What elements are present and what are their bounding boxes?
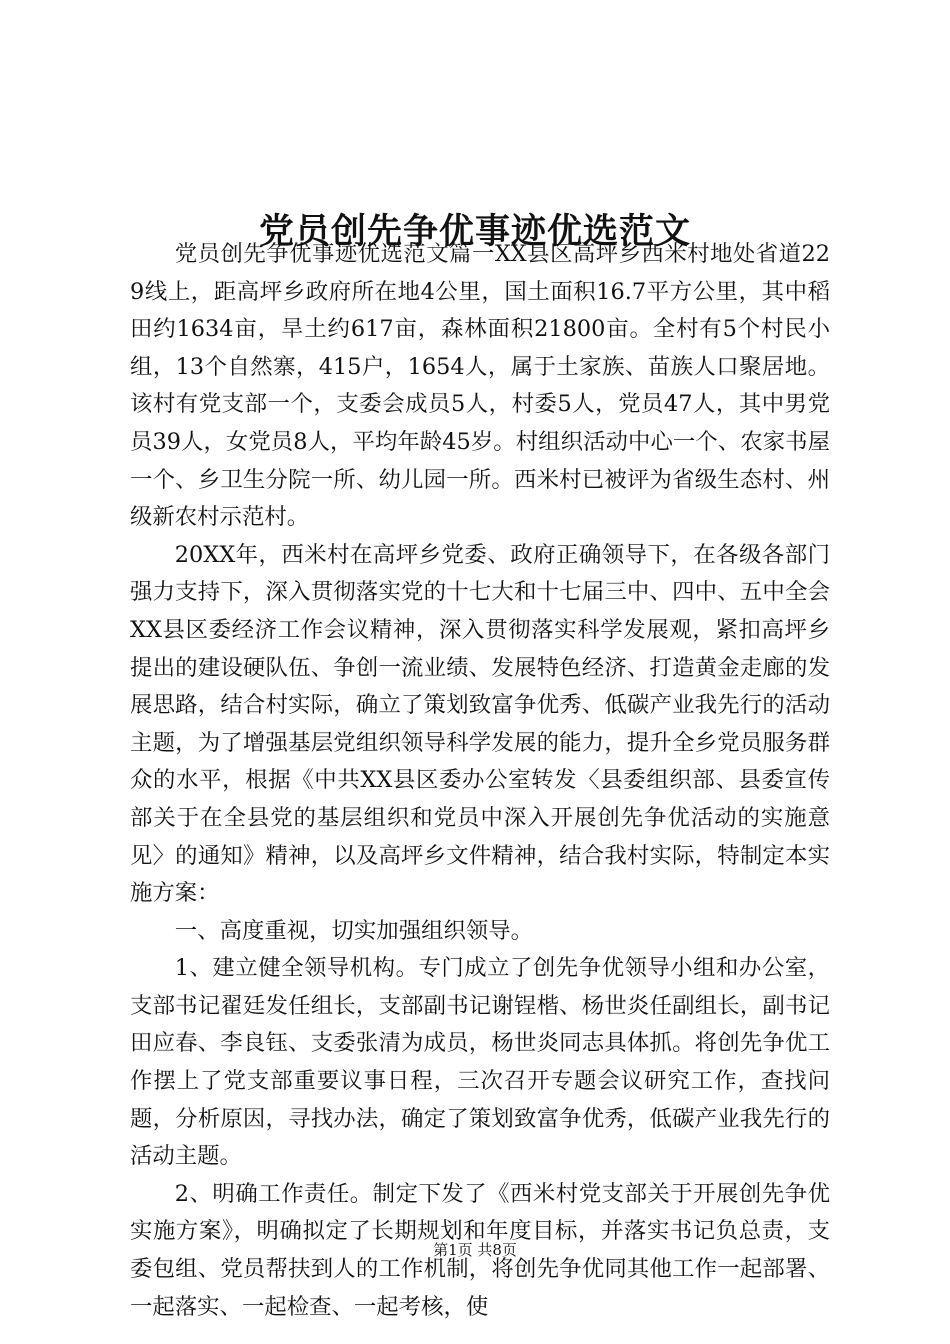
paragraph-item-2: 2、明确工作责任。制定下发了《西米村党支部关于开展创先争优实施方案》，明确拟定了长期规划和年度目标，并落实书记负总责，支委包组、党员帮扶到人的工作机制，将创先争优同其他工作一起部署、一起落实、一起检查、一起考核，使 [130, 1180, 830, 1320]
section-heading-1: 一、高度重视，切实加强组织领导。 [174, 917, 534, 944]
document-body [130, 236, 830, 1326]
paragraph-intro: 党员创先争优事迹优选范文篇一XX县区高坪乡西米村地处省道229线上，距高坪乡政府所在地4公里，国土面积16.7平方公里，其中稻田约1634亩，旱土约617亩，森林面积21800亩。全村有5个村民小组，13个自然寨，415户，1654人，属于土家族、苗族人口聚居地。该村有党支部一个，支委会成员5人，村委5人，党员47人，其中男党员39人，女党员8人，平均年龄45岁。村组织活动中心一个、农家书屋一个、乡卫生分院一所、幼儿园一所。西米村已被评为省级生态村、州级新农村示范村。 [130, 241, 830, 531]
paragraph-item-1: 1、建立健全领导机构。专门成立了创先争优领导小组和办公室，支部书记翟廷发任组长，支部副书记谢锃楷、杨世炎任副组长，副书记田应春、李良钰、支委张清为成员，杨世炎同志具体抓。将创先争优工作摆上了党支部重要议事日程，三次召开专题会议研究工作，查找问题，分析原因，寻找办法，确定了策划致富争优秀，低碳产业我先行的活动主题。 [130, 955, 830, 1170]
paragraph-background: 20XX年，西米村在高坪乡党委、政府正确领导下，在各级各部门强力支持下，深入贯彻落实党的十七大和十七届三中、四中、五中全会XX县区委经济工作会议精神，深入贯彻落实科学发展观，紧扣高坪乡提出的建设硬队伍、争创一流业绩、发展特色经济、打造黄金走廊的发展思路，结合村实际，确立了策划致富争优秀、低碳产业我先行的活动主题，为了增强基层党组织领导科学发展的能力，提升全乡党员服务群众的水平，根据《中共XX县区委办公室转发〈县委组织部、县委宣传部关于在全县党的基层组织和党员中深入开展创先争优活动的实施意见〉的通知》精神，以及高坪乡文件精神，结合我村实际，特制定本实施方案： [130, 541, 830, 907]
page-footer: 第1页 共8页 [433, 1241, 517, 1259]
document-title: 党员创先争优事迹优选范文 [258, 211, 691, 253]
